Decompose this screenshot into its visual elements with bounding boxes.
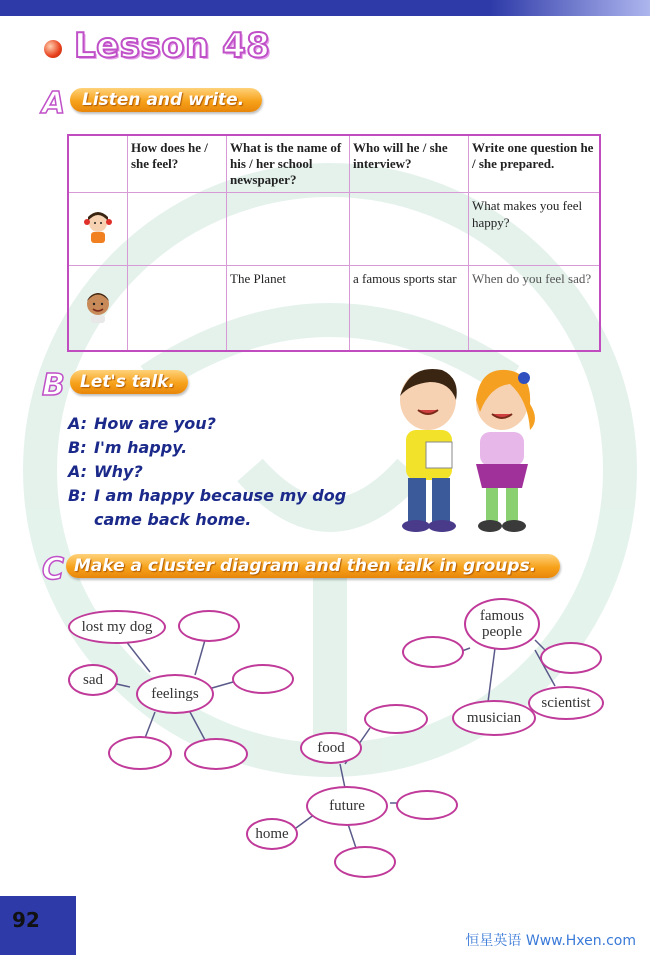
dialogue-line: A: Why? <box>68 462 143 481</box>
table-cell: a famous sports star <box>350 266 469 352</box>
bubble-blank[interactable] <box>184 738 248 770</box>
bubble-blank[interactable] <box>108 736 172 770</box>
bubble-musician: musician <box>452 700 536 736</box>
bubble-lost-my-dog: lost my dog <box>68 610 166 644</box>
lesson-title: Lesson 48 <box>74 26 271 66</box>
page-number: 92 <box>12 908 40 932</box>
bubble-blank[interactable] <box>232 664 294 694</box>
dialogue-line: came back home. <box>94 510 252 529</box>
table-cell: When do you feel sad? <box>469 266 601 352</box>
section-c-instruction: Make a cluster diagram and then talk in groups. <box>74 556 537 576</box>
bubble-future-center: future <box>306 786 388 826</box>
table-header: How does he / she feel? <box>128 135 227 193</box>
bubble-famous-people-center: famous people <box>464 598 540 650</box>
table-cell: What makes you feel happy? <box>469 193 601 266</box>
footer-brand[interactable]: 恒星英语 Www.Hxen.com <box>465 933 636 949</box>
bubble-food: food <box>300 732 362 764</box>
section-a-letter: A <box>42 86 66 121</box>
section-b-instruction: Let's talk. <box>80 372 175 392</box>
page-number-tab <box>0 896 76 955</box>
table-header: Write one question he / she prepared. <box>469 135 601 193</box>
bubble-blank[interactable] <box>402 636 464 668</box>
bubble-feelings-center: feelings <box>136 674 214 714</box>
bubble-blank[interactable] <box>364 704 428 734</box>
bubble-blank[interactable] <box>334 846 396 878</box>
bubble-sad: sad <box>68 664 118 696</box>
table-header: What is the name of his / her school newspaper? <box>227 135 350 193</box>
dialogue-line: B: I am happy because my dog <box>68 486 347 505</box>
bubble-blank[interactable] <box>540 642 602 674</box>
section-b-letter: B <box>42 368 65 403</box>
dialogue-line: B: I'm happy. <box>68 438 188 457</box>
bubble-scientist: scientist <box>528 686 604 720</box>
bubble-blank[interactable] <box>396 790 458 820</box>
dialogue-line: A: How are you? <box>68 414 216 433</box>
section-c-letter: C <box>42 552 65 587</box>
table-cell: The Planet <box>227 266 350 352</box>
bubble-home: home <box>246 818 298 850</box>
section-a-instruction: Listen and write. <box>82 90 245 110</box>
table-header: Who will he / she interview? <box>350 135 469 193</box>
bubble-blank[interactable] <box>178 610 240 642</box>
